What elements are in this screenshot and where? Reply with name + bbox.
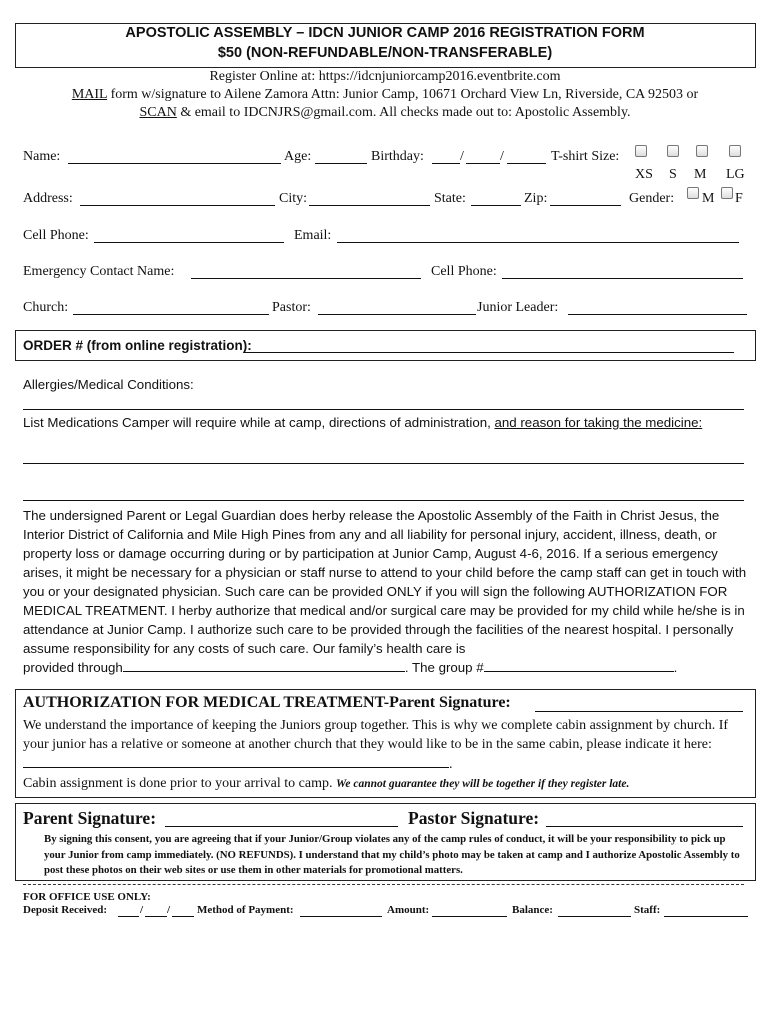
mail-text: form w/signature to Ailene Zamora Attn: Junior Camp, 10671 Orchard View Ln, Riverside, CA 92503 or (107, 87, 699, 102)
deposit-label: Deposit Received: (23, 904, 108, 916)
authorization-title: AUTHORIZATION FOR MEDICAL TREATMENT-Parent Signature: (23, 694, 511, 711)
provided-through-field[interactable] (123, 658, 405, 672)
deposit-month-field[interactable] (118, 916, 139, 917)
email-field[interactable] (337, 242, 739, 243)
church-field[interactable] (73, 314, 269, 315)
pastor-signature-label: Pastor Signature: (408, 808, 540, 828)
city-field[interactable] (309, 205, 430, 206)
zip-field[interactable] (550, 205, 621, 206)
emergency-cell-label: Cell Phone: (431, 264, 497, 279)
office-divider (23, 884, 744, 885)
staff-label: Staff: (634, 904, 661, 916)
medications-field-1[interactable] (23, 463, 744, 464)
size-m-label: M (694, 167, 707, 182)
emergency-cell-field[interactable] (502, 278, 743, 279)
junior-leader-label: Junior Leader: (477, 300, 559, 315)
method-label: Method of Payment: (197, 904, 294, 916)
tshirt-label: T-shirt Size: (551, 149, 620, 164)
tshirt-m-checkbox[interactable] (696, 145, 708, 157)
junior-leader-field[interactable] (568, 314, 747, 315)
age-label: Age: (284, 149, 312, 164)
birthday-label: Birthday: (371, 149, 424, 164)
cabin-request-field[interactable] (23, 754, 449, 768)
deposit-day-field[interactable] (145, 916, 167, 917)
parent-signature-field[interactable] (165, 826, 398, 827)
address-field[interactable] (80, 205, 275, 206)
gender-m-label: M (702, 191, 715, 206)
birthday-slash-2: / (500, 149, 504, 164)
pastor-label: Pastor: (272, 300, 311, 315)
method-field[interactable] (300, 916, 382, 917)
allergies-label: Allergies/Medical Conditions: (23, 377, 194, 392)
provided-through-label: provided through (23, 660, 123, 675)
amount-label: Amount: (387, 904, 430, 916)
release-text: The undersigned Parent or Legal Guardian does herby release the Apostolic Assembly of the Faith in Christ Jesus, the Interior District of California and Mile High Pines from any and all liability for personal injury, accident, illness, death, or property loss or damage occurring during or by participation at Junior Camp, August 4-6, 2016. If a serious emergency arises, it might be necessary for a physician or staff nurse to attend to your child before the camp staff can get in touch with you or your designated physician. Such care can be provided ONLY if you will sign the following AUTHORIZATION FOR MEDICAL TREATMENT. I herby authorize that medical and/or surgical care may be provided for my child while he/she is in attendance at Junior Camp. I authorize such care to be provided through the facilities of the nearest hospital. I personally assume responsibility for any costs of such care. Our family’s health care is (23, 508, 747, 656)
gender-m-checkbox[interactable] (687, 187, 699, 199)
medications-field-2[interactable] (23, 500, 744, 501)
state-label: State: (434, 191, 466, 206)
deposit-slash-2: / (167, 904, 171, 916)
fee-line: $50 (NON-REFUNDABLE/NON-TRANSFERABLE) (217, 45, 553, 61)
group-number-label: . The group # (404, 660, 484, 675)
gender-f-label: F (735, 191, 743, 206)
tshirt-lg-checkbox[interactable] (729, 145, 741, 157)
size-lg-label: LG (726, 167, 745, 182)
medications-label (23, 415, 702, 430)
office-use-title: FOR OFFICE USE ONLY: (23, 891, 151, 903)
city-label: City: (279, 191, 308, 206)
birthday-day-field[interactable] (466, 163, 500, 164)
pastor-field[interactable] (318, 314, 476, 315)
state-field[interactable] (471, 205, 521, 206)
medications-label-underlined: and reason for taking the medicine: (494, 415, 703, 430)
cabin-assignment-text: Cabin assignment is done prior to your arrival to camp. (23, 775, 333, 791)
pastor-signature-field[interactable] (546, 826, 743, 827)
release-paragraph: The undersigned Parent or Legal Guardian does herby release the Apostolic Assembly of the Faith in Christ Jesus, the Interior District of California and Mile High Pines from any and all liability for personal injury, accident, illness, death, or property loss or damage occurring during or by participation at Junior Camp, August 4-6, 2016. If a serious emergency arises, it might be necessary for a physician or staff nurse to attend to your child before the camp staff can get in touch with you or your designated physician. Such care can be provided ONLY if you will sign the following AUTHORIZATION FOR MEDICAL TREATMENT. I herby authorize that medical and/or surgical care may be provided for my child while he/she is in attendance at Junior Camp. I authorize such care to be provided through the facilities of the nearest hospital. I personally assume responsibility for any costs of such care. Our family’s health care is provided through . The group # . (23, 508, 747, 675)
cell-phone-label: Cell Phone: (23, 228, 89, 243)
form-title: APOSTOLIC ASSEMBLY – IDCN JUNIOR CAMP 2016 REGISTRATION FORM (125, 25, 645, 41)
cabin-text: We understand the importance of keeping the Juniors group together. This is why we complete cabin assignment by church. If your junior has a relative or someone at another church that they would like to be in the same cabin, please indicate it here: (23, 718, 729, 752)
balance-label: Balance: (512, 904, 553, 916)
scan-word: SCAN (139, 105, 177, 120)
birthday-month-field[interactable] (432, 163, 460, 164)
size-s-label: S (669, 167, 677, 182)
order-field[interactable] (244, 352, 734, 353)
guarantee-note: We cannot guarantee they will be together if they register late. (336, 777, 630, 790)
group-number-field[interactable] (484, 658, 674, 672)
emergency-contact-field[interactable] (191, 278, 421, 279)
birthday-year-field[interactable] (507, 163, 546, 164)
parent-signature-medical-field[interactable] (535, 711, 743, 712)
size-xs-label: XS (635, 167, 653, 182)
scan-instructions (0, 105, 770, 121)
amount-field[interactable] (432, 916, 507, 917)
mail-instructions (0, 87, 770, 103)
church-label: Church: (23, 300, 69, 315)
zip-label: Zip: (524, 191, 548, 206)
cabin-paragraph: We understand the importance of keeping the Juniors group together. This is why we complete cabin assignment by church. If your junior has a relative or someone at another church that they would like to be in the same cabin, please indicate it here:. Cabin assignment is done prior to your arrival to camp. We cannot guarantee they will be together if they register late. (23, 718, 729, 791)
name-label: Name: (23, 149, 61, 164)
mail-word: MAIL (71, 87, 108, 102)
emergency-contact-label: Emergency Contact Name: (23, 264, 175, 279)
parent-signature-label: Parent Signature: (23, 808, 157, 828)
name-field[interactable] (68, 163, 281, 164)
birthday-slash-1: / (460, 149, 464, 164)
age-field[interactable] (315, 163, 367, 164)
consent-text: By signing this consent, you are agreeing that if your Junior/Group violates any of the camp rules of conduct, it will be your responsibility to pick up your Junior from camp immediately. (NO REFUNDS). I understand that my child’s photo may be taken at camp and I authorize Apostolic Assembly to post these photos on their web sites or use them in other materials for promotional matters. (44, 833, 740, 876)
order-label: ORDER # (from online registration): (23, 338, 252, 353)
scan-text: & email to IDCNJRS@gmail.com. All checks made out to: Apostolic Assembly. (176, 105, 631, 120)
deposit-slash-1: / (140, 904, 144, 916)
deposit-year-field[interactable] (172, 916, 194, 917)
cell-phone-field[interactable] (94, 242, 284, 243)
gender-label: Gender: (629, 191, 675, 206)
email-label: Email: (294, 228, 332, 243)
tshirt-s-checkbox[interactable] (667, 145, 679, 157)
staff-field[interactable] (664, 916, 748, 917)
tshirt-xs-checkbox[interactable] (635, 145, 647, 157)
register-online-text: Register Online at: https://idcnjuniorcamp2016.eventbrite.com (209, 69, 561, 84)
gender-f-checkbox[interactable] (721, 187, 733, 199)
address-label: Address: (23, 191, 73, 206)
allergies-field[interactable] (23, 409, 744, 410)
balance-field[interactable] (558, 916, 631, 917)
medications-label-prefix: List Medications Camper will require while at camp, directions of administration, (23, 415, 495, 430)
